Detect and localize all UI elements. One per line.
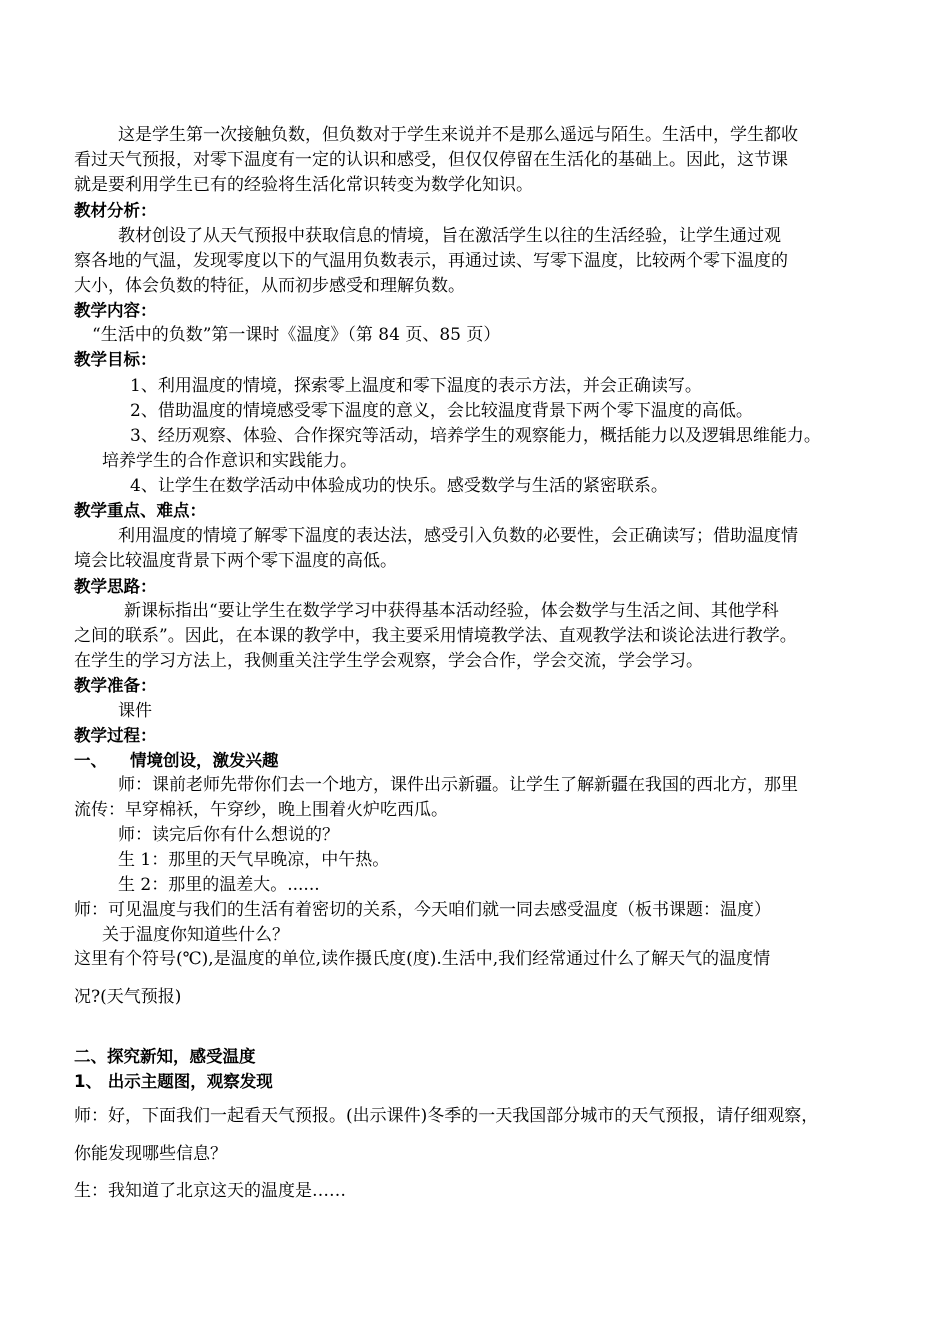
intro-line: 看过天气预报，对零下温度有一定的认识和感受，但仅仅停留在生活化的基础上。因此，这节课 bbox=[74, 150, 788, 170]
goal-item: 3、经历观察、体验、合作探究等活动，培养学生的观察能力，概括能力以及逻辑思维能力。 bbox=[130, 426, 821, 446]
section-heading-process: 教学过程： bbox=[74, 726, 157, 745]
dialogue-line: 师：课前老师先带你们去一个地方，课件出示新疆。让学生了解新疆在我国的西北方，那里 bbox=[118, 775, 798, 795]
part-one-number: 一、 bbox=[74, 751, 107, 770]
approach-line: 之间的联系”。因此，在本课的教学中，我主要采用情境教学法、直观教学法和谈论法进行教学。 bbox=[74, 626, 797, 646]
dialogue-line: 生：我知道了北京这天的温度是…… bbox=[74, 1181, 346, 1201]
section-heading-goals: 教学目标： bbox=[74, 350, 157, 369]
dialogue-line: 师：读完后你有什么想说的？ bbox=[118, 825, 339, 845]
approach-line: 在学生的学习方法上，我侧重关注学生学会观察，学会合作，学会交流，学会学习。 bbox=[74, 651, 703, 671]
materials-line: 察各地的气温，发现零度以下的气温用负数表示，再通过读、写零下温度，比较两个零下温度的 bbox=[74, 251, 788, 271]
part-one-title: 情境创设，激发兴趣 bbox=[130, 751, 279, 770]
goal-item-continued: 培养学生的合作意识和实践能力。 bbox=[102, 451, 357, 471]
dialogue-line: 这里有个符号(℃),是温度的单位,读作摄氏度(度).生活中,我们经常通过什么了解天气的温度情 bbox=[74, 949, 771, 969]
intro-line: 就是要利用学生已有的经验将生活化常识转变为数学化知识。 bbox=[74, 175, 533, 195]
dialogue-line: 师：好，下面我们一起看天气预报。(出示课件)冬季的一天我国部分城市的天气预报，请仔细观察， bbox=[74, 1106, 819, 1126]
content-line: “生活中的负数”第一课时《温度》（第 84 页、85 页） bbox=[92, 325, 501, 345]
part-two-subheading: 1、 出示主题图，观察发现 bbox=[74, 1072, 273, 1091]
intro-line: 这是学生第一次接触负数，但负数对于学生来说并不是那么遥远与陌生。生活中，学生都收 bbox=[118, 125, 798, 145]
goal-item: 1、利用温度的情境，探索零上温度和零下温度的表示方法，并会正确读写。 bbox=[130, 376, 702, 396]
dialogue-line: 况?(天气预报) bbox=[74, 987, 182, 1007]
dialogue-line: 流传：早穿棉袄，午穿纱，晚上围着火炉吃西瓜。 bbox=[74, 800, 448, 820]
key-points-line: 利用温度的情境了解零下温度的表达法，感受引入负数的必要性，会正确读写；借助温度情 bbox=[118, 526, 798, 546]
section-heading-content: 教学内容： bbox=[74, 301, 157, 320]
goal-item: 2、借助温度的情境感受零下温度的意义，会比较温度背景下两个零下温度的高低。 bbox=[130, 401, 753, 421]
materials-line: 大小，体会负数的特征，从而初步感受和理解负数。 bbox=[74, 276, 465, 296]
section-heading-key-points: 教学重点、难点： bbox=[74, 501, 206, 520]
goal-item: 4、让学生在数学活动中体验成功的快乐。感受数学与生活的紧密联系。 bbox=[130, 476, 668, 496]
section-heading-approach: 教学思路： bbox=[74, 577, 157, 596]
dialogue-line: 师：可见温度与我们的生活有着密切的关系，今天咱们就一同去感受温度（板书课题：温度） bbox=[74, 900, 771, 920]
dialogue-line: 生 2：那里的温差大。...... bbox=[118, 875, 320, 895]
dialogue-line: 你能发现哪些信息？ bbox=[74, 1144, 227, 1164]
dialogue-line: 关于温度你知道些什么？ bbox=[102, 925, 289, 945]
key-points-line: 境会比较温度背景下两个零下温度的高低。 bbox=[74, 551, 397, 571]
preparation-line: 课件 bbox=[118, 701, 152, 721]
part-two-title: 二、探究新知，感受温度 bbox=[74, 1047, 256, 1066]
materials-line: 教材创设了从天气预报中获取信息的情境，旨在激活学生以往的生活经验，让学生通过观 bbox=[118, 226, 781, 246]
dialogue-line: 生 1：那里的天气早晚凉，中午热。 bbox=[118, 850, 390, 870]
section-heading-preparation: 教学准备： bbox=[74, 676, 157, 695]
section-heading-materials: 教材分析： bbox=[74, 201, 157, 220]
approach-line: 新课标指出“要让学生在数学学习中获得基本活动经验，体会数学与生活之间、其他学科 bbox=[124, 601, 779, 621]
